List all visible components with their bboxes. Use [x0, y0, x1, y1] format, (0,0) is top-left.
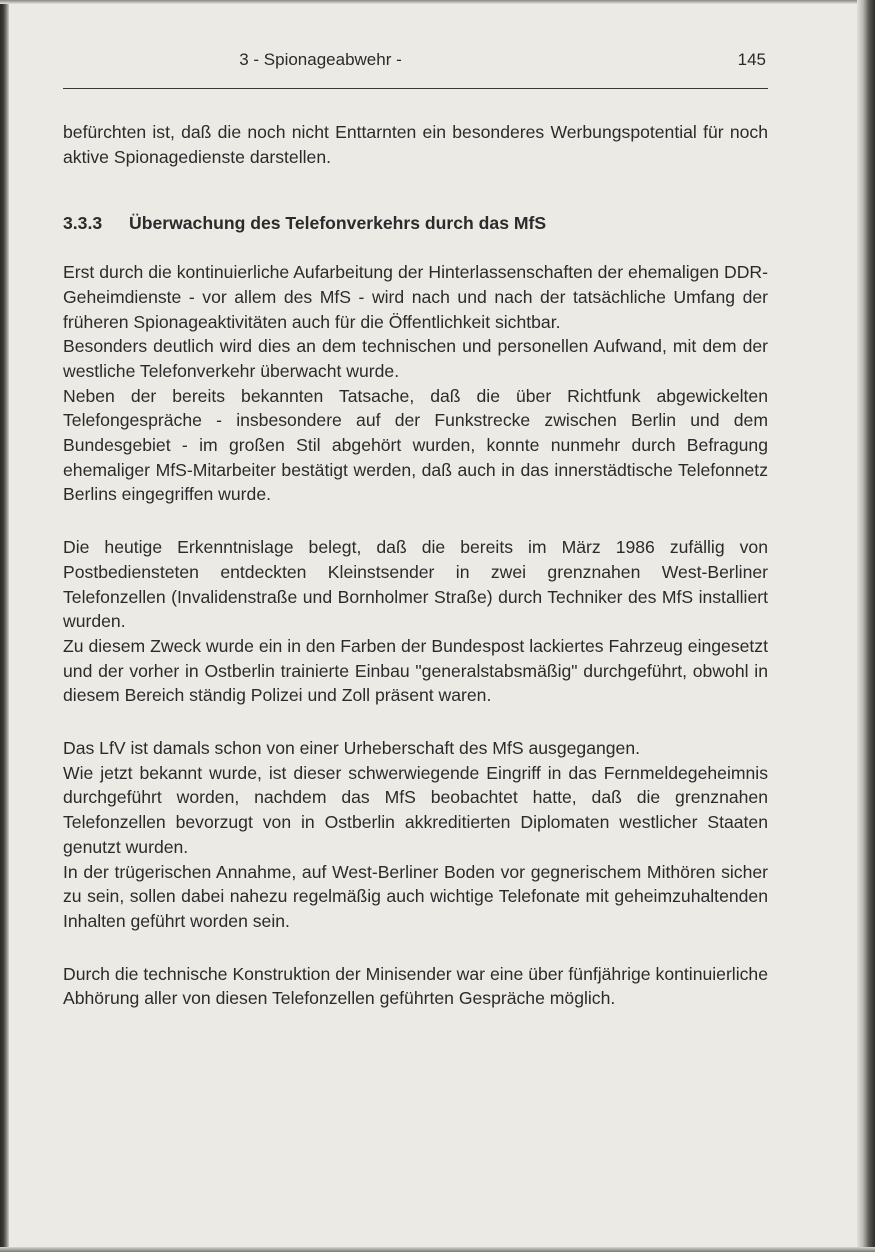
paragraph: Das LfV ist damals schon von einer Urheberschaft des MfS ausgegangen.: [63, 738, 641, 759]
section-heading: [63, 211, 768, 236]
paragraph: Die heutige Erkenntnislage belegt, daß die bereits im März 1986 zufällig von Postbediensteten entdeckten Kleinstsender in zwei grenznahen West-Berliner Telefonzellen (Invalidenstraße und Bornholmer Straße) durch Techniker des MfS installiert wurden.: [63, 537, 768, 632]
scan-edge-bottom: [0, 1247, 875, 1252]
paragraph: Neben der bereits bekannten Tatsache, daß die über Richtfunk abgewickelten Telefongespräche - insbesondere auf der Funkstrecke zwischen Berlin und dem Bundesgebiet - im großen Stil abgehört wurden, konnte nunmehr durch Befragung ehemaliger MfS-Mitarbeiter bestätigt werden, daß auch in das innerstädtische Telefonnetz Berlins eingegriffen wurde.: [63, 385, 768, 505]
page-number: 145: [737, 50, 766, 69]
running-title: 3 - Spionageabwehr -: [239, 50, 402, 69]
body-text: [63, 120, 768, 1011]
scan-edge-right: [857, 0, 875, 1252]
paragraph: Wie jetzt bekannt wurde, ist dieser schwerwiegende Eingriff in das Fernmeldegeheimnis durchgeführt worden, nachdem das MfS beobachtet hatte, daß die grenznahen Telefonzellen bevorzugt von in Ostberlin akkreditierten Diplomaten westlicher Staaten genutzt wurden.: [63, 762, 768, 857]
header-rule: [63, 88, 768, 89]
running-head: [63, 50, 768, 74]
scan-edge-top: [0, 0, 875, 4]
section-number: 3.3.3: [63, 213, 103, 234]
paragraph-continued: befürchten ist, daß die noch nicht Enttarnten ein besonderes Werbungspotential für noch aktive Spionagedienste darstellen.: [63, 122, 768, 167]
paragraph: Erst durch die kontinuierliche Aufarbeitung der Hinterlassenschaften der ehemaligen DDR-Geheimdienste - vor allem des MfS - wird nach und nach der tatsächliche Umfang der früheren Spionageaktivitäten auch für die Öffentlichkeit sichtbar.: [63, 262, 768, 332]
paragraph: In der trügerischen Annahme, auf West-Berliner Boden vor gegnerischem Mithören sicher zu sein, sollen dabei nahezu regelmäßig auch wichtige Telefonate mit geheimzuhaltenden Inhalten geführt worden sein.: [63, 861, 768, 931]
paragraph: Besonders deutlich wird dies an dem technischen und personellen Aufwand, mit dem der westliche Telefonverkehr überwacht wurde.: [63, 336, 768, 381]
paragraph: Durch die technische Konstruktion der Minisender war eine über fünfjährige kontinuierliche Abhörung aller von diesen Telefonzellen geführten Gespräche möglich.: [63, 963, 768, 1009]
paragraph: Zu diesem Zweck wurde ein in den Farben der Bundespost lackiertes Fahrzeug eingesetzt und der vorher in Ostberlin trainierte Einbau "generalstabsmäßig" durchgeführt, obwohl in diesem Bereich ständig Polizei und Zoll präsent waren.: [63, 635, 768, 706]
scan-edge-left: [0, 0, 9, 1252]
section-title: Überwachung des Telefonverkehrs durch das MfS: [129, 213, 547, 234]
